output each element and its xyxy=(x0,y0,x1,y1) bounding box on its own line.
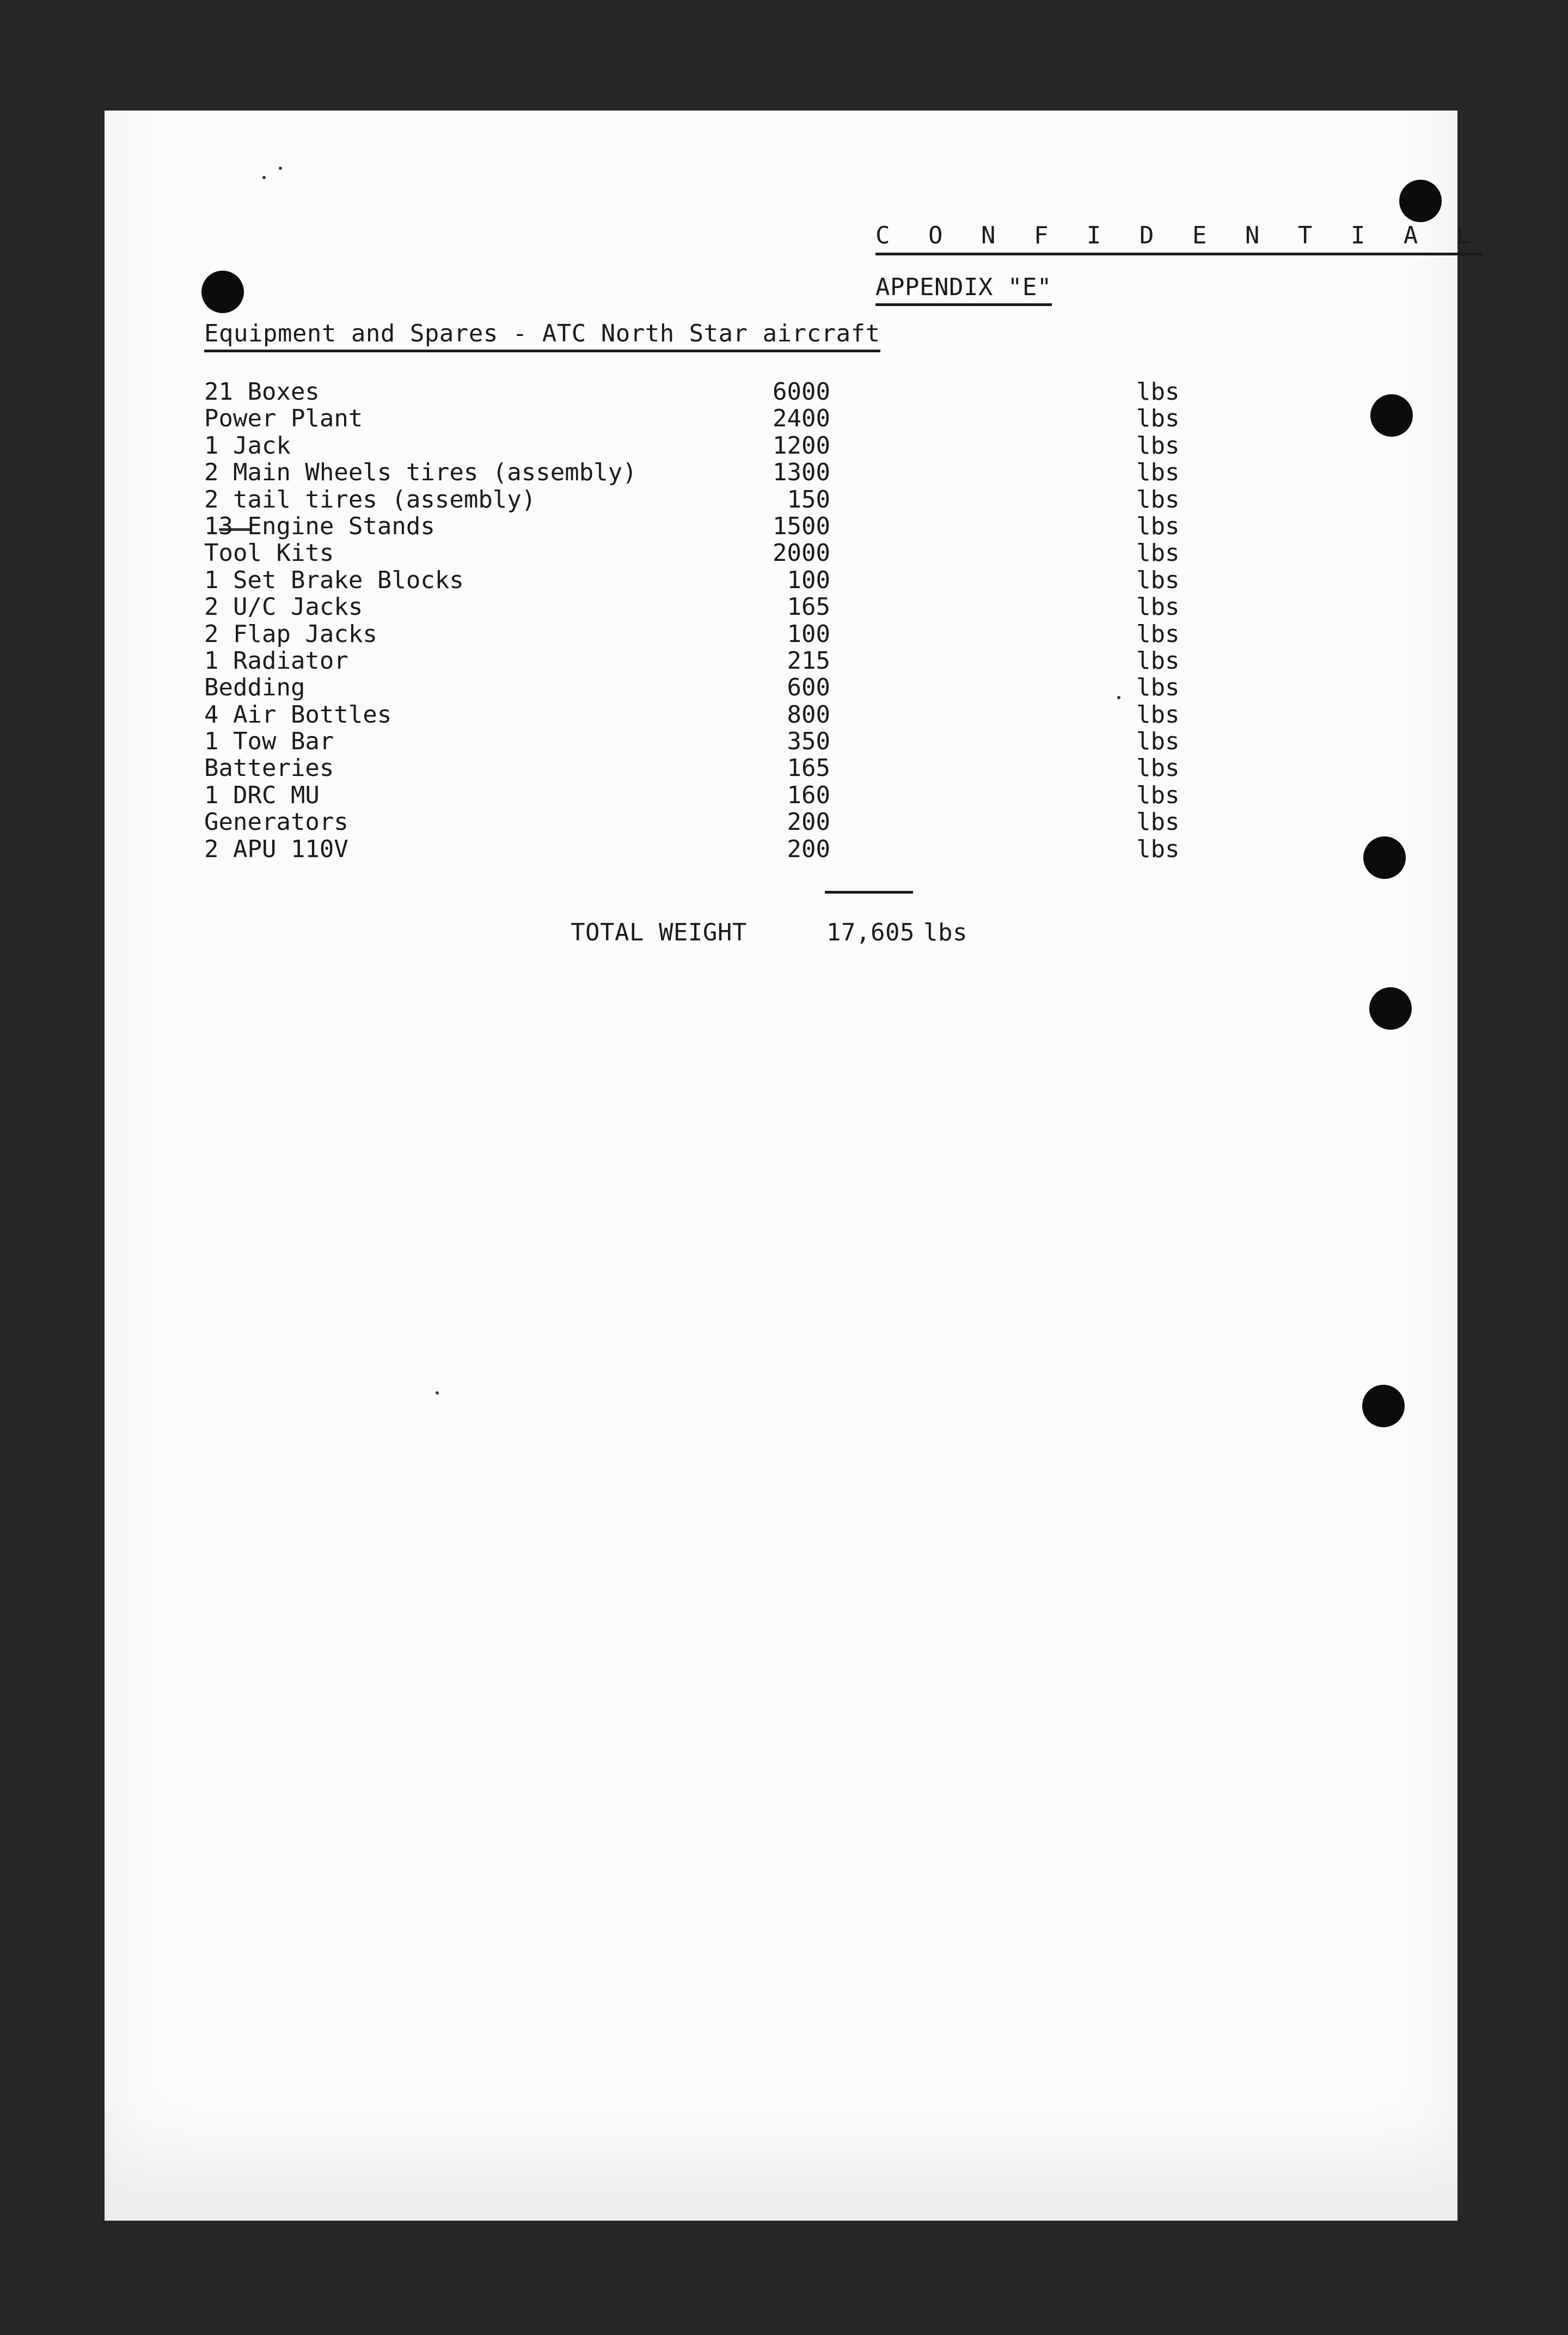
item-weight: 2000 xyxy=(773,539,830,567)
list-item xyxy=(204,485,1180,514)
item-unit: lbs xyxy=(1136,700,1180,729)
item-label: Power Plant xyxy=(204,405,363,433)
item-unit: lbs xyxy=(1136,378,1180,406)
list-item xyxy=(204,700,1180,729)
item-label: 2 Flap Jacks xyxy=(204,620,377,648)
list-item xyxy=(204,593,1180,621)
item-unit: lbs xyxy=(1136,405,1180,433)
item-weight: 1300 xyxy=(773,459,830,487)
item-weight: 100 xyxy=(787,620,830,648)
item-label: 4 Air Bottles xyxy=(204,700,392,729)
equipment-list xyxy=(204,378,1180,863)
item-label: 21 Boxes xyxy=(204,378,320,406)
list-item xyxy=(204,620,1180,648)
list-item xyxy=(204,539,1180,567)
item-weight: 200 xyxy=(787,808,830,836)
item-label: 1 Radiator xyxy=(204,646,348,675)
item-weight: 600 xyxy=(787,674,830,702)
item-unit: lbs xyxy=(1136,728,1180,756)
paper-speck xyxy=(279,167,282,170)
paper-speck xyxy=(262,176,266,179)
item-unit: lbs xyxy=(1136,485,1180,514)
item-weight: 6000 xyxy=(773,378,830,406)
punch-hole xyxy=(1369,987,1412,1030)
list-item xyxy=(204,378,1180,406)
list-item xyxy=(204,674,1180,702)
item-label: 1 Set Brake Blocks xyxy=(204,566,464,594)
item-label: Batteries xyxy=(204,754,334,783)
item-label: 2 Main Wheels tires (assembly) xyxy=(204,459,637,487)
paper-speck xyxy=(436,1391,439,1395)
item-label: 1 Jack xyxy=(204,431,291,460)
item-unit: lbs xyxy=(1136,674,1180,702)
item-weight: 350 xyxy=(787,728,830,756)
list-item xyxy=(204,835,1180,863)
paper-speck xyxy=(1117,696,1120,699)
item-label: 1 Tow Bar xyxy=(204,728,334,756)
item-unit: lbs xyxy=(1136,781,1180,809)
item-unit: lbs xyxy=(1136,512,1180,540)
item-label: Bedding xyxy=(204,674,305,702)
item-unit: lbs xyxy=(1136,539,1180,567)
item-label: 2 APU 110V xyxy=(204,835,348,863)
item-unit: lbs xyxy=(1136,835,1180,863)
item-weight: 1500 xyxy=(773,512,830,540)
list-item xyxy=(204,459,1180,487)
total-value: 17,605 xyxy=(826,919,915,946)
list-item xyxy=(204,646,1180,675)
list-item xyxy=(204,754,1180,783)
item-unit: lbs xyxy=(1136,431,1180,460)
item-unit: lbs xyxy=(1136,566,1180,594)
list-item xyxy=(204,808,1180,836)
item-unit: lbs xyxy=(1136,620,1180,648)
classification-stamp: C O N F I D E N T I A L xyxy=(875,222,1483,255)
item-label: 1 DRC MU xyxy=(204,781,320,809)
item-weight: 2400 xyxy=(773,405,830,433)
punch-hole xyxy=(1370,394,1413,437)
item-weight: 100 xyxy=(787,566,830,594)
list-item xyxy=(204,431,1180,460)
punch-hole xyxy=(1399,180,1442,222)
punch-hole xyxy=(201,271,244,313)
list-item xyxy=(204,566,1180,594)
item-label: 2 U/C Jacks xyxy=(204,593,363,621)
item-weight: 165 xyxy=(787,593,830,621)
total-label: TOTAL WEIGHT xyxy=(571,919,747,946)
list-item xyxy=(204,512,1180,540)
total-unit: lbs xyxy=(923,919,967,946)
item-label: 13 Engine Stands xyxy=(204,512,435,540)
list-item xyxy=(204,405,1180,433)
item-weight: 1200 xyxy=(773,431,830,460)
item-unit: lbs xyxy=(1136,593,1180,621)
item-weight: 160 xyxy=(787,781,830,809)
item-label: Tool Kits xyxy=(204,539,334,567)
item-label: Generators xyxy=(204,808,348,836)
item-unit: lbs xyxy=(1136,754,1180,783)
item-unit: lbs xyxy=(1136,459,1180,487)
appendix-label: APPENDIX "E" xyxy=(875,274,1052,306)
punch-hole xyxy=(1363,836,1406,879)
item-weight: 150 xyxy=(787,485,830,514)
item-weight: 215 xyxy=(787,646,830,675)
list-item xyxy=(204,781,1180,809)
document-heading: Equipment and Spares - ATC North Star aircraft xyxy=(204,320,880,352)
list-item xyxy=(204,728,1180,756)
item-unit: lbs xyxy=(1136,646,1180,675)
item-unit: lbs xyxy=(1136,808,1180,836)
item-weight: 165 xyxy=(787,754,830,783)
item-weight: 200 xyxy=(787,835,830,863)
sum-rule xyxy=(825,891,913,894)
item-weight: 800 xyxy=(787,700,830,729)
punch-hole xyxy=(1362,1385,1405,1427)
item-label: 2 tail tires (assembly) xyxy=(204,485,536,514)
